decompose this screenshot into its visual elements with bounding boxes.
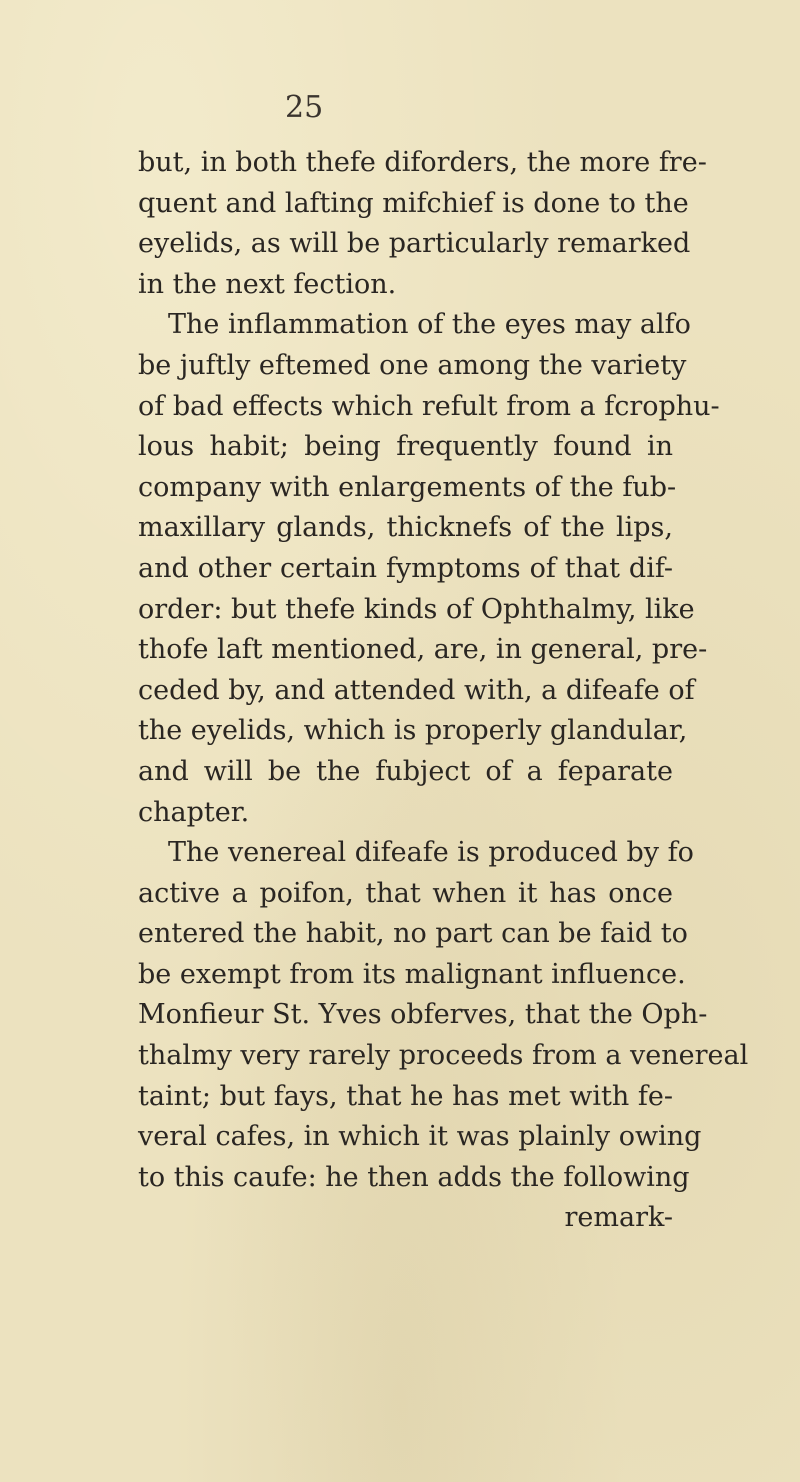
text-line: Monfieur St. Yves obferves, that the Oph- bbox=[138, 999, 708, 1031]
text-line: thalmy very rarely proceeds from a venereal bbox=[138, 1040, 749, 1072]
text-line: be exempt from its malignant influence. bbox=[138, 958, 686, 990]
text-line: ceded by, and attended with, a difeafe of bbox=[138, 674, 695, 706]
text-line: chapter. bbox=[138, 796, 250, 828]
text-line: veral cafes, in which it was plainly owing bbox=[138, 1121, 702, 1153]
text-line: but, in both thefe diforders, the more fre- bbox=[138, 147, 707, 178]
paragraph-start-line: The inflammation of the eyes may alfo bbox=[168, 309, 691, 341]
text-line: in the next fection. bbox=[138, 268, 397, 300]
page-number: 25 bbox=[285, 90, 324, 125]
text-line: maxillary glands, thicknefs of the lips, bbox=[138, 512, 673, 544]
text-line: and other certain fymptoms of that dif- bbox=[138, 552, 673, 584]
body-text bbox=[138, 143, 749, 1239]
text-line: quent and lafting mifchief is done to the bbox=[138, 187, 689, 219]
text-line: entered the habit, no part can be faid to bbox=[138, 918, 688, 950]
text-line: to this caufe: he then adds the following bbox=[138, 1161, 690, 1193]
text-line: thofe laft mentioned, are, in general, pre- bbox=[138, 634, 708, 666]
paragraph-start-line: The venereal difeafe is produced by fo bbox=[168, 837, 694, 869]
text-line: be juftly eftemed one among the variety bbox=[138, 349, 687, 381]
text-line: and will be the fubject of a feparate bbox=[138, 755, 673, 787]
text-line: the eyelids, which is properly glandular, bbox=[138, 715, 688, 747]
text-line: eyelids, as will be particularly remarked bbox=[138, 228, 691, 260]
text-line: lous habit; being frequently found in bbox=[138, 431, 673, 463]
catchword: remark- bbox=[564, 1202, 673, 1234]
text-line: of bad effects which refult from a fcrophu- bbox=[138, 390, 720, 422]
text-line: active a poifon, that when it has once bbox=[138, 877, 673, 909]
text-line: company with enlargements of the fub- bbox=[138, 471, 677, 503]
text-line: order: but thefe kinds of Ophthalmy, like bbox=[138, 593, 695, 625]
text-line: taint; but fays, that he has met with fe- bbox=[138, 1080, 673, 1112]
